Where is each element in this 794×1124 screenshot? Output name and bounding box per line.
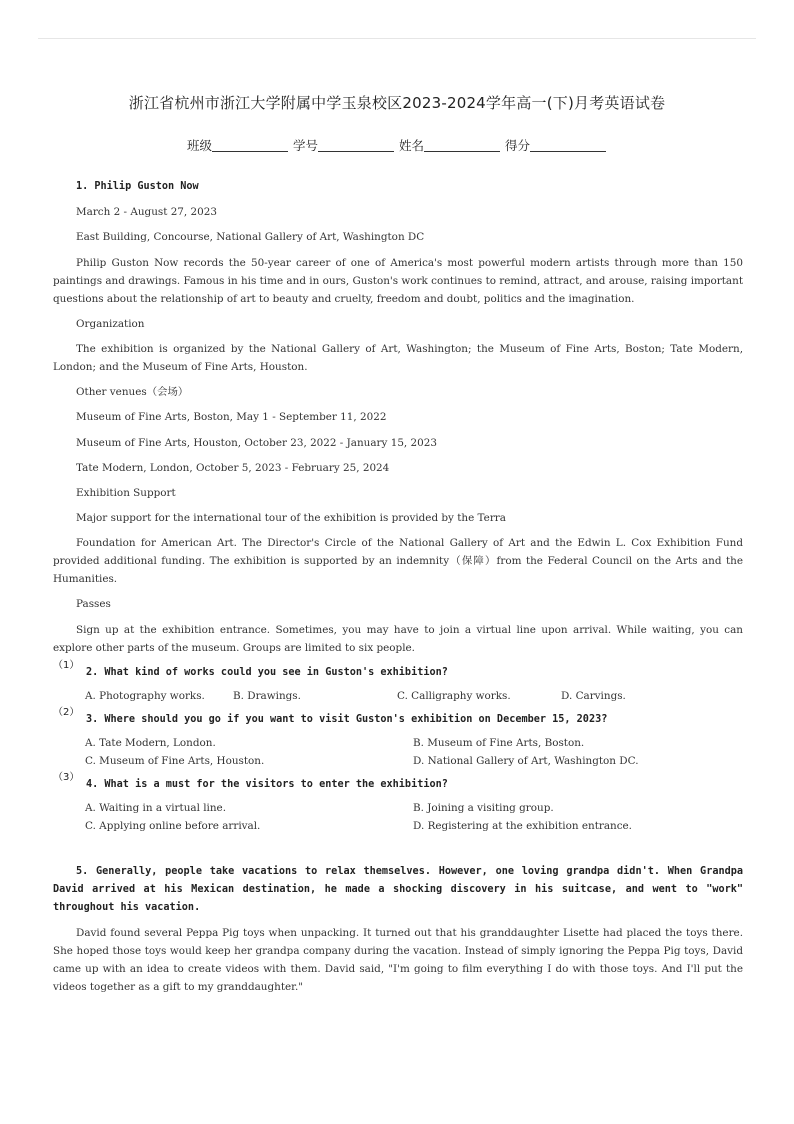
score-blank[interactable] <box>530 139 606 152</box>
option-b[interactable]: B. Drawings. <box>233 689 301 702</box>
support-text-2: Foundation for American Art. The Director's Circle of the National Gallery of Art and the Edwin L. Cox Exhibition Fund provided additional funding. The exhibition is supported by an indemnity（保障）from the Federal Council on the Arts and the Humanities. <box>53 537 743 586</box>
option-c[interactable]: C. Applying online before arrival. <box>85 819 261 832</box>
passage1-date: March 2 - August 27, 2023 <box>76 206 217 219</box>
question-3 <box>53 771 743 794</box>
venue-3: Tate Modern, London, October 5, 2023 - February 25, 2024 <box>76 461 390 474</box>
question-3-options <box>53 799 743 835</box>
organization-text: The exhibition is organized by the National Gallery of Art, Washington; the Museum of Fine Arts, Boston; Tate Modern, London; and the Museum of Fine Arts, Houston. <box>53 342 743 373</box>
question-1 <box>53 659 743 682</box>
passage1-location: East Building, Concourse, National Gallery of Art, Washington DC <box>76 231 425 244</box>
option-a[interactable]: A. Photography works. <box>85 689 205 702</box>
question-number: （1） <box>53 659 80 671</box>
id-blank[interactable] <box>318 139 394 152</box>
name-blank[interactable] <box>424 139 500 152</box>
passage1-intro: Philip Guston Now records the 50-year career of one of America's most powerful modern artists through more than 150 paintings and drawings. Famous in his time and in ours, Guston's work continues to remind, attract, and arouse, raising important questions about the relationship of art to beauty and cruelty, freedom and doubt, politics and the imagination. <box>53 256 743 305</box>
option-d[interactable]: D. Carvings. <box>561 689 626 702</box>
passage1-heading: 1. Philip Guston Now <box>76 181 199 192</box>
support-label: Exhibition Support <box>76 486 176 499</box>
organization-label: Organization <box>76 317 145 330</box>
question-number: （3） <box>53 771 80 783</box>
question-text: 4. What is a must for the visitors to enter the exhibition? <box>86 778 448 790</box>
option-a[interactable]: A. Tate Modern, London. <box>85 736 216 749</box>
option-d[interactable]: D. Registering at the exhibition entrance. <box>413 819 632 832</box>
option-d[interactable]: D. National Gallery of Art, Washington DC. <box>413 754 639 767</box>
passage2-heading: 5. Generally, people take vacations to relax themselves. However, one loving grandpa didn't. When Grandpa David arrived at his Mexican destination, he made a shocking discovery in his suitcase, and went to "work" throughout his vacation. <box>53 865 743 913</box>
page-title: 浙江省杭州市浙江大学附属中学玉泉校区2023-2024学年高一(下)月考英语试卷 <box>128 94 666 112</box>
option-c[interactable]: C. Calligraphy works. <box>397 689 511 702</box>
score-label: 得分 <box>504 138 530 153</box>
venue-2: Museum of Fine Arts, Houston, October 23, 2022 - January 15, 2023 <box>76 436 437 449</box>
passes-label: Passes <box>76 598 111 611</box>
question-2-options <box>53 734 743 770</box>
venues-label: Other venues（会场） <box>76 386 189 399</box>
question-number: （2） <box>53 706 80 718</box>
question-1-options <box>53 687 743 705</box>
name-label: 姓名 <box>398 138 424 153</box>
student-info-line <box>0 136 794 154</box>
venue-1: Museum of Fine Arts, Boston, May 1 - September 11, 2022 <box>76 411 387 424</box>
question-2 <box>53 706 743 729</box>
id-label: 学号 <box>292 138 318 153</box>
top-divider <box>38 38 756 39</box>
option-b[interactable]: B. Museum of Fine Arts, Boston. <box>413 736 585 749</box>
passes-text: Sign up at the exhibition entrance. Sometimes, you may have to join a virtual line upon arrival. While waiting, you can explore other parts of the museum. Groups are limited to six people. <box>53 623 743 654</box>
question-text: 3. Where should you go if you want to visit Guston's exhibition on December 15, 2023? <box>86 713 608 725</box>
option-b[interactable]: B. Joining a visiting group. <box>413 801 554 814</box>
class-label: 班级 <box>186 138 212 153</box>
exam-content <box>53 178 743 1003</box>
option-c[interactable]: C. Museum of Fine Arts, Houston. <box>85 754 265 767</box>
question-text: 2. What kind of works could you see in Guston's exhibition? <box>86 666 448 678</box>
option-a[interactable]: A. Waiting in a virtual line. <box>85 801 227 814</box>
passage2-paragraph-1: David found several Peppa Pig toys when unpacking. It turned out that his granddaughter Lisette had placed the toys there. She hoped those toys would keep her grandpa company during the vacation. Instead of simply ignoring the Peppa Pig toys, David came up with an idea to create videos with them. David said, "I'm going to film everything I do with those toys. And I'll put the videos together as a gift to my granddaughter." <box>53 927 743 993</box>
support-text-1: Major support for the international tour of the exhibition is provided by the Terra <box>76 512 506 525</box>
class-blank[interactable] <box>212 139 288 152</box>
